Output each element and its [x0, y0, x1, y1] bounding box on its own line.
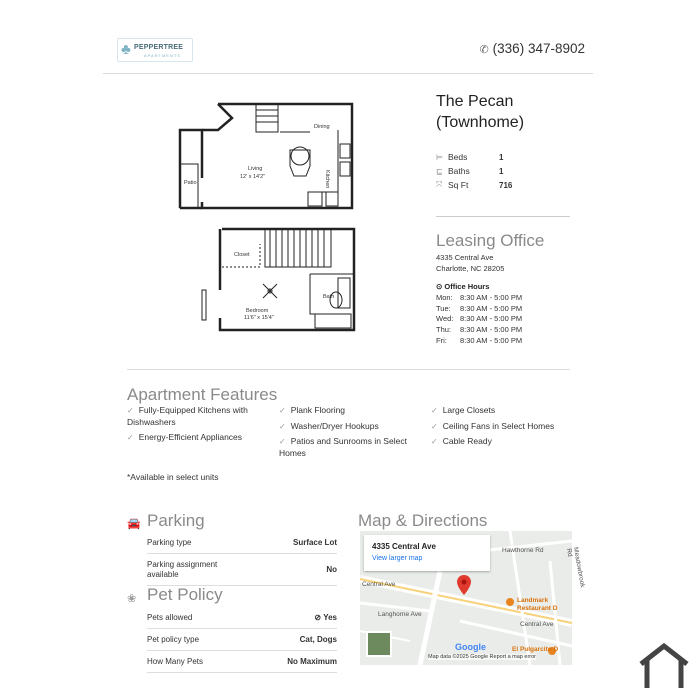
bed-icon: ⊨	[436, 152, 443, 162]
map-street-label: Central Ave	[362, 581, 396, 588]
fp-kitchen-label: Kitchen	[324, 170, 330, 189]
check-icon: ✓	[431, 421, 438, 431]
check-icon: ✓	[127, 433, 134, 442]
hours-time: 8:30 AM - 5:00 PM	[460, 303, 523, 313]
parking-label: Parking assignment available	[147, 559, 218, 579]
hours-day: Tue:	[436, 303, 451, 313]
baths-label: Baths	[448, 166, 470, 176]
office-hours-label: Office Hours	[444, 282, 490, 291]
pet-value-text: Yes	[323, 613, 337, 622]
leasing-office-heading: Leasing Office	[436, 231, 545, 250]
feature-text: Ceiling Fans in Select Homes	[442, 420, 555, 431]
map-street-label: Meadowbrook Rd	[564, 546, 586, 589]
features-column-3	[431, 405, 566, 452]
embedded-map[interactable]	[360, 531, 586, 665]
logo-name: PEPPERTREE	[134, 44, 184, 51]
hours-time: 8:30 AM - 5:00 PM	[460, 325, 523, 335]
map-place-label: Landmark Restaurant D	[517, 597, 558, 612]
beds-value: 1	[499, 152, 504, 162]
map-card-address: 4335 Central Ave	[372, 542, 436, 551]
map-street-label: Langhorne Ave	[378, 611, 422, 618]
feature-item	[279, 436, 414, 459]
check-icon: ✓	[127, 406, 134, 415]
apartment-features-heading: Apartment Features	[127, 385, 278, 404]
divider	[127, 369, 570, 370]
check-icon: ✓	[279, 437, 286, 446]
unit-title-line1: The Pecan	[436, 93, 514, 110]
parking-label: Parking type	[147, 538, 192, 547]
peppertree-logo[interactable]	[117, 38, 193, 62]
pet-value: No Maximum	[287, 657, 337, 666]
hours-time: 8:30 AM - 5:00 PM	[460, 335, 523, 345]
feature-item	[279, 405, 414, 417]
baths-row	[436, 164, 512, 178]
sqft-label: Sq Ft	[448, 180, 469, 190]
map-pin-icon[interactable]	[457, 575, 471, 595]
office-hours-list	[436, 293, 522, 347]
view-larger-map-link[interactable]: View larger map	[372, 555, 423, 562]
hours-day: Fri:	[436, 335, 447, 345]
pet-label: How Many Pets	[147, 657, 204, 666]
pet-row	[147, 651, 337, 673]
fp-bedroom-size: 11'6" x 15'4"	[244, 315, 274, 321]
feature-text: Large Closets	[442, 405, 496, 415]
feature-item	[431, 405, 566, 417]
map-street-label: Hawthorne Rd	[502, 547, 544, 554]
phone-text: (336) 347-8902	[492, 41, 585, 56]
pet-row	[147, 607, 337, 629]
map-place-label: El Pulgarcito D	[512, 646, 559, 653]
hours-row	[436, 304, 522, 315]
check-icon: ✓	[279, 421, 286, 431]
unit-title-line2: (Townhome)	[436, 114, 525, 131]
parking-value: Surface Lot	[292, 538, 337, 547]
pet-value: Cat, Dogs	[299, 635, 337, 644]
map-info-card	[364, 535, 490, 571]
fp-closet-label: Closet	[234, 252, 250, 258]
feature-item	[431, 436, 566, 448]
parking-value: No	[326, 565, 337, 574]
feature-text: Energy-Efficient Appliances	[138, 432, 243, 442]
satellite-toggle[interactable]	[366, 631, 392, 657]
phone-icon: ✆	[479, 44, 489, 56]
hours-day: Mon:	[436, 293, 453, 302]
office-address	[436, 252, 504, 274]
fp-patio-label: Patio	[184, 180, 197, 186]
check-icon: ✓	[431, 406, 438, 415]
sqft-row	[436, 178, 512, 192]
office-hours-heading	[436, 282, 489, 291]
beds-row	[436, 150, 512, 164]
fp-living-label: Living	[248, 166, 263, 172]
hours-day: Wed:	[436, 314, 454, 324]
hours-row	[436, 336, 522, 347]
beds-label: Beds	[448, 152, 468, 162]
logo-subtitle: APARTMENTS	[144, 53, 181, 58]
fp-dining-label: Dining	[314, 124, 330, 130]
hours-time: 8:30 AM - 5:00 PM	[460, 314, 523, 324]
divider	[436, 216, 570, 217]
tree-icon: ♣	[121, 41, 131, 58]
hours-row	[436, 325, 522, 336]
map-attribution[interactable]: Map data ©2025 Google Report a map error	[428, 654, 537, 660]
fp-living-size: 12' x 14'2"	[240, 174, 266, 180]
address-line1: 4335 Central Ave	[436, 253, 494, 262]
sqft-value: 716	[499, 180, 513, 190]
hours-row	[436, 314, 522, 325]
feature-item	[279, 421, 414, 433]
pet-policy-table	[147, 607, 337, 673]
features-column-1	[127, 405, 262, 448]
feature-text: Plank Flooring	[290, 405, 346, 415]
feature-item	[127, 432, 262, 444]
google-logo: Google	[455, 642, 486, 652]
feature-text: Patios and Sunrooms in Select Homes	[279, 436, 407, 458]
feature-text: Cable Ready	[442, 436, 492, 446]
resize-icon: ⤧	[436, 180, 443, 189]
hours-row	[436, 293, 522, 304]
phone-number[interactable]	[479, 41, 585, 56]
pet-label: Pets allowed	[147, 613, 193, 622]
check-icon: ✓	[279, 406, 286, 415]
pet-label: Pet policy type	[147, 635, 200, 644]
clock-icon: ⊙	[436, 282, 443, 291]
paw-icon: ❀	[127, 593, 137, 605]
parking-row	[147, 554, 337, 586]
fp-bedroom-label: Bedroom	[246, 308, 269, 314]
features-footnote: *Available in select units	[127, 472, 219, 482]
feature-item	[127, 405, 262, 428]
unit-title	[436, 91, 576, 133]
feature-text: Fully-Equipped Kitchens with Dishwashers	[127, 405, 248, 427]
unit-stats	[436, 150, 512, 192]
pet-value	[314, 613, 337, 622]
map-street-label: Central Ave	[520, 621, 554, 628]
hours-time: 8:30 AM - 5:00 PM	[460, 293, 523, 302]
feature-item	[431, 421, 566, 433]
bath-icon: ⊑	[436, 166, 443, 176]
parking-heading: Parking	[147, 511, 205, 530]
fp-bath-label: Bath	[323, 294, 335, 300]
baths-value: 1	[499, 166, 504, 176]
home-icon[interactable]	[637, 642, 691, 690]
floor-plan-image	[160, 92, 380, 357]
map-directions-heading: Map & Directions	[358, 511, 488, 530]
features-column-2	[279, 405, 414, 463]
feature-text: Washer/Dryer Hookups	[290, 420, 379, 431]
parking-table	[147, 532, 337, 586]
address-line2: Charlotte, NC 28205	[436, 264, 505, 273]
pet-row	[147, 629, 337, 651]
car-icon: 🚘	[127, 518, 141, 530]
hours-day: Thu:	[436, 325, 452, 335]
check-circle-icon: ⊘	[314, 613, 322, 622]
pet-policy-heading: Pet Policy	[147, 585, 223, 604]
check-icon: ✓	[431, 437, 438, 446]
page-header	[103, 30, 593, 74]
parking-row	[147, 532, 337, 554]
